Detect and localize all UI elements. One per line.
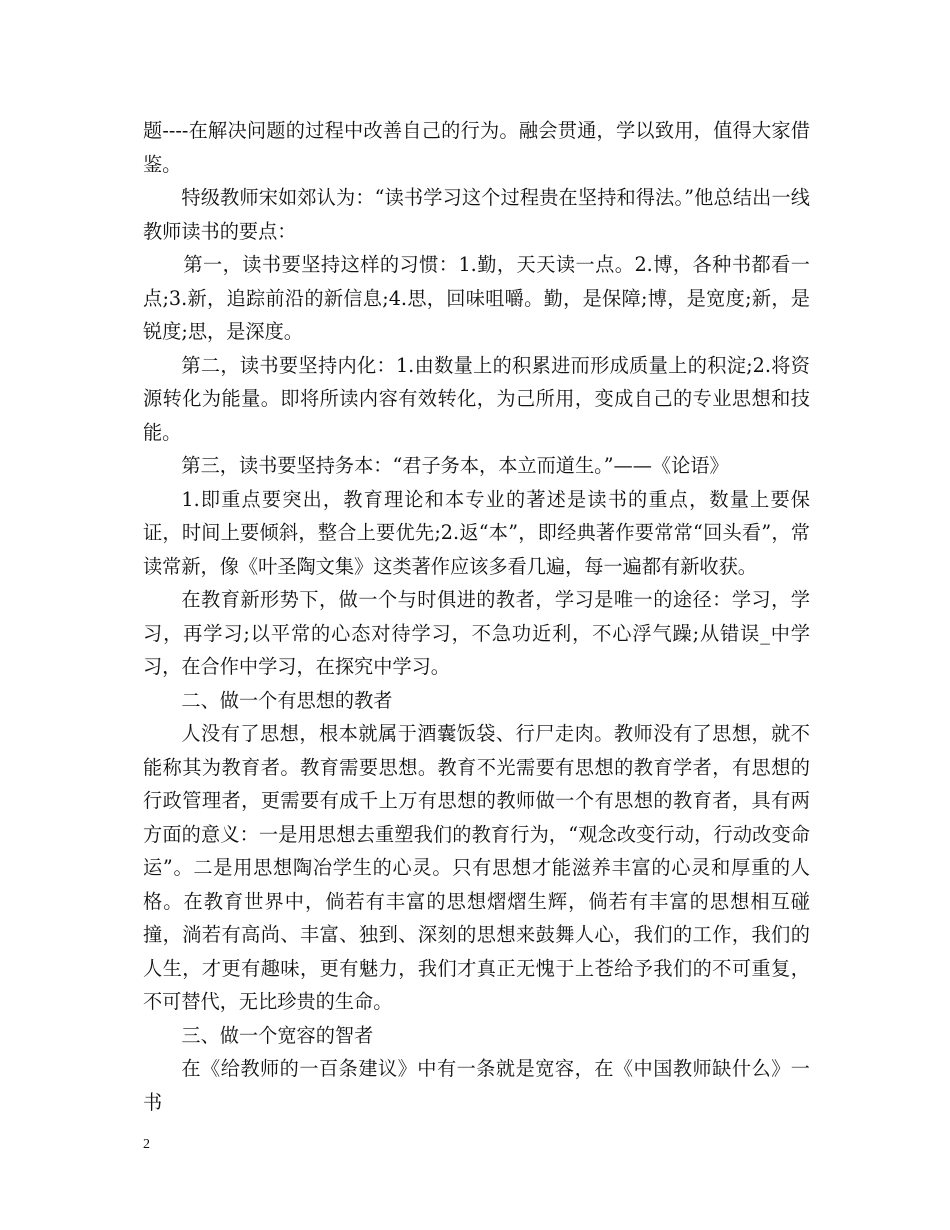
paragraph-learning: 在教育新形势下，做一个与时俱进的教者，学习是唯一的途径：学习，学习，再学习;以平常的心态对待学习，不急功近利，不心浮气躁;从错误_中学习，在合作中学习，在探究中学习。 [143,588,810,678]
paragraph-song-rujiao-quote: 特级教师宋如郊认为：“读书学习这个过程贵在坚持和得法。”他总结出一线教师读书的要点： [143,186,810,243]
body-text [143,114,810,1119]
paragraph-internalization: 第二，读书要坚持内化：1.由数量上的积累进而形成质量上的积淀;2.将资源转化为能量。即将所读内容有效转化，为己所用，变成自己的专业思想和技能。 [143,353,810,444]
paragraph-thought: 人没有了思想，根本就属于酒囊饭袋、行尸走肉。教师没有了思想，就不能称其为教育者。教育需要思想。教育不光需要有思想的教育学者，有思想的行政管理者，更需要有成千上万有思想的教师做一个有思想的教育者，具有两方面的意义：一是用思想去重塑我们的教育行为，“观念改变行动，行动改变命运”。二是用思想陶冶学生的心灵。只有思想才能滋养丰富的心灵和厚重的人格。在教育世界中，倘若有丰富的思想熠熠生辉，倘若有丰富的思想相互碰撞，淌若有高尚、丰富、独到、深刻的思想来鼓舞人心，我们的工作，我们的人生，才更有趣味，更有魅力，我们才真正无愧于上苍给予我们的不可重复，不可替代，无比珍贵的生命。 [143,722,810,1013]
paragraph-key-points: 1.即重点要突出，教育理论和本专业的著述是读书的重点，数量上要保证，时间上要倾斜，整合上要优先;2.返“本”，即经典著作要常常“回头看”，常读常新，像《叶圣陶文集》这类著作应该多看几遍，每一遍都有新收获。 [143,487,810,578]
paragraph-reading-habits: 第一，读书要坚持这样的习惯：1.勤，天天读一点。2.博，各种书都看一点;3.新，追踪前沿的新信息;4.思，回味咀嚼。勤，是保障;博，是宽度;新，是锐度;思，是深度。 [143,253,810,343]
section-heading-thinker: 二、做一个有思想的教者 [181,688,393,712]
section-heading-tolerant: 三、做一个宽容的智者 [181,1023,374,1047]
paragraph-continuation: 题----在解决问题的过程中改善自己的行为。融会贯通，学以致用，值得大家借鉴。 [143,119,810,176]
paragraph-tolerance: 在《给教师的一百条建议》中有一条就是宽容，在《中国教师缺什么》一书 [143,1057,810,1114]
paragraph-fundamentals: 第三，读书要坚持务本：“君子务本，本立而道生。”——《论语》 [181,454,729,477]
page-number: 2 [143,1137,150,1152]
